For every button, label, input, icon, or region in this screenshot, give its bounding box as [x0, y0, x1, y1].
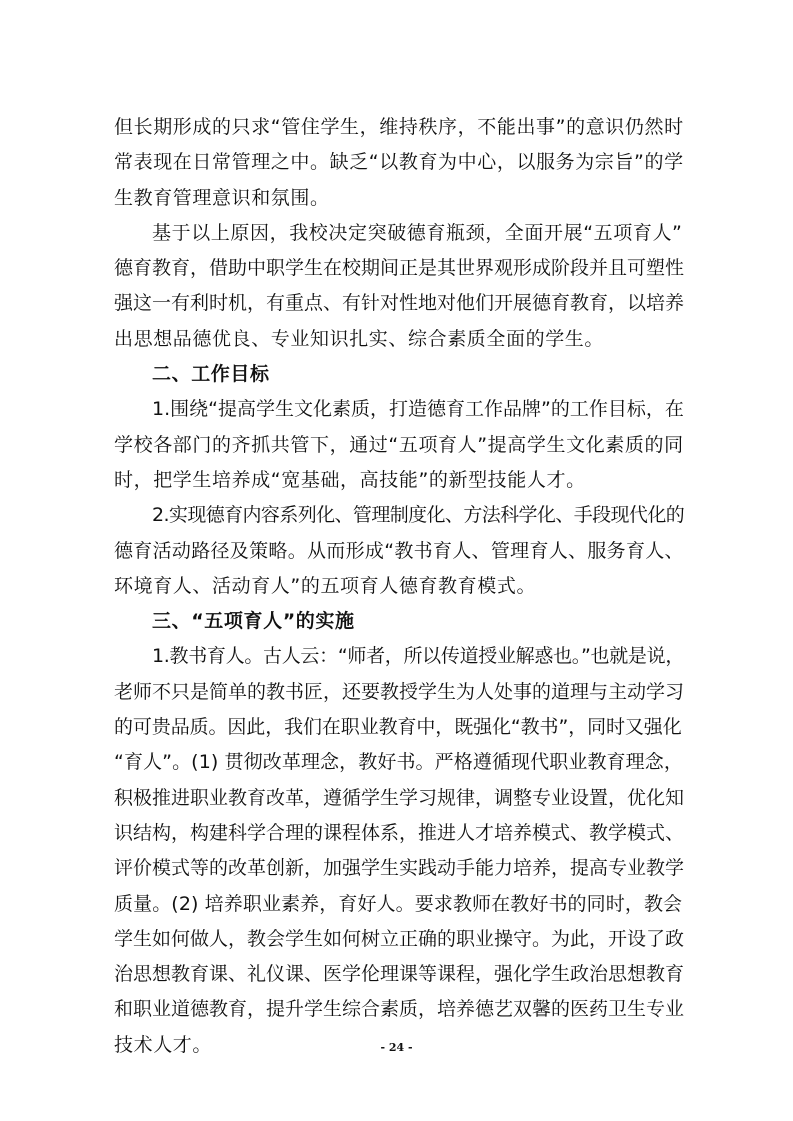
text-line: 德育教育，借助中职学生在校期间正是其世界观形成阶段并且可塑性 — [114, 257, 685, 280]
text-line: 和职业道德教育，提升学生综合素质，培养德艺双馨的医药卫生专业 — [114, 998, 685, 1021]
text-line: 学校各部门的齐抓共管下，通过“五项育人”提高学生文化素质的同 — [114, 433, 684, 456]
text-line: 技术人才。 — [114, 1033, 213, 1056]
text-line: 2.实现德育内容系列化、管理制度化、方法科学化、手段现代化的 — [152, 504, 685, 527]
body-text — [114, 110, 684, 1063]
text-line: 但长期形成的只求“管住学生，维持秩序，不能出事”的意识仍然时 — [114, 116, 684, 138]
text-line: 老师不只是简单的教书匠，还要教授学生为人处事的道理与主动学习 — [114, 680, 685, 703]
text-line: 德育活动路径及策略。从而形成“教书育人、管理育人、服务育人、 — [114, 539, 684, 562]
text-line: 生教育管理意识和氛围。 — [114, 186, 330, 209]
text-line: 1.围绕“提高学生文化素质，打造德育工作品牌”的工作目标，在 — [152, 398, 684, 421]
text-line: 常表现在日常管理之中。缺乏“以教育为中心，以服务为宗旨”的学 — [114, 151, 684, 174]
text-line: 出思想品德优良、专业知识扎实、综合素质全面的学生。 — [114, 327, 605, 350]
text-line: 1.教书育人。古人云：“师者，所以传道授业解惑也。”也就是说， — [152, 645, 685, 668]
text-line: 识结构，构建科学合理的课程体系，推进人才培养模式、教学模式、 — [114, 821, 685, 844]
text-line: 基于以上原因，我校决定突破德育瓶颈，全面开展“五项育人” — [152, 221, 683, 244]
page-number: - 24 - — [380, 1041, 413, 1054]
text-line: 评价模式等的改革创新，加强学生实践动手能力培养，提高专业教学 — [114, 857, 685, 880]
text-line: 积极推进职业教育改革，遵循学生学习规律，调整专业设置，优化知 — [114, 786, 685, 809]
section-heading: 三、“五项育人”的实施 — [152, 610, 355, 633]
text-line: 质量。(2) 培养职业素养，育好人。要求教师在教好书的同时，教会 — [114, 892, 683, 915]
text-line: 环境育人、活动育人”的五项育人德育教育模式。 — [114, 574, 537, 597]
text-line: “育人”。(1) 贯彻改革理念，教好书。严格遵循现代职业教育理念， — [114, 751, 683, 774]
text-line: 的可贵品质。因此，我们在职业教育中，既强化“教书”，同时又强化 — [114, 716, 682, 739]
text-line: 治思想教育课、礼仪课、医学伦理课等课程，强化学生政治思想教育 — [114, 963, 685, 986]
section-heading: 二、工作目标 — [152, 363, 270, 386]
text-line: 强这一有利时机，有重点、有针对性地对他们开展德育教育，以培养 — [114, 292, 685, 315]
text-line: 学生如何做人，教会学生如何树立正确的职业操守。为此，开设了政 — [114, 927, 685, 950]
text-line: 时，把学生培养成“宽基础，高技能”的新型技能人才。 — [114, 468, 586, 491]
